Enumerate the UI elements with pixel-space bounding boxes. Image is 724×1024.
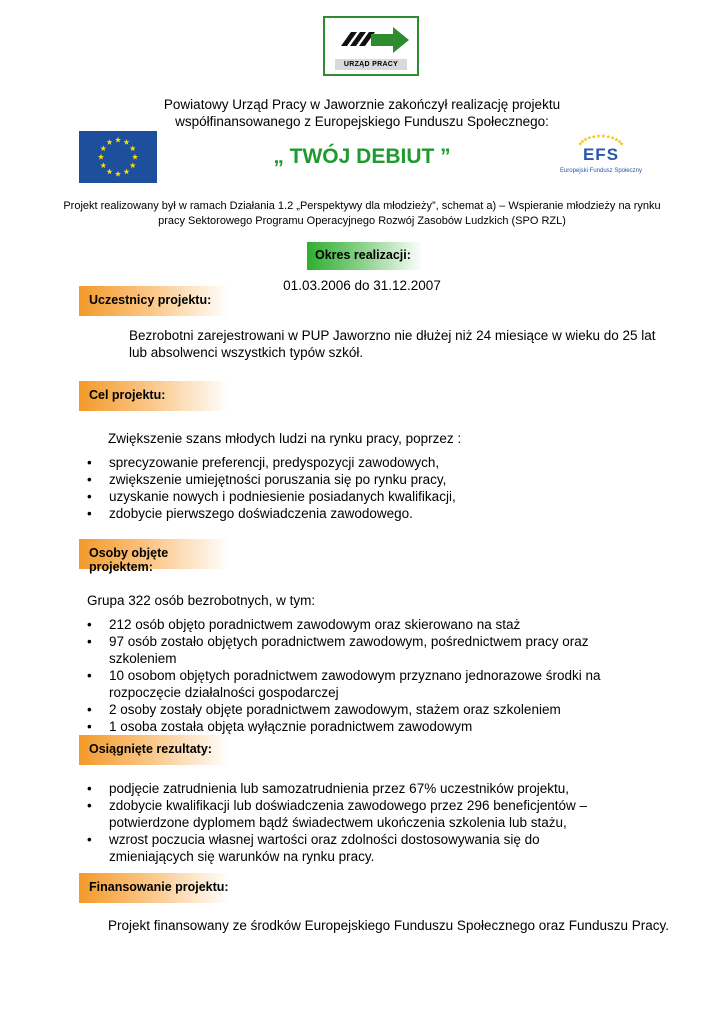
star-icon — [580, 139, 584, 143]
list-item: • 212 osób objęto poradnictwem zawodowym oraz skierowano na staż — [87, 616, 627, 633]
section-heading-label: Finansowanie projektu: — [89, 880, 229, 894]
star-icon — [115, 171, 121, 177]
star-icon — [592, 134, 596, 138]
efs-logo-caption: Europejski Fundusz Społeczny — [559, 168, 643, 174]
list-item: • zwiększenie umiejętności poruszania się po rynku pracy, — [87, 471, 647, 488]
section-heading-people — [79, 539, 229, 574]
people-list — [87, 616, 627, 735]
star-icon — [115, 137, 121, 143]
list-item: • zdobycie pierwszego doświadczenia zawodowego. — [87, 505, 647, 522]
funding-text: Projekt finansowany ze środków Europejskiego Funduszu Społecznego oraz Funduszu Pracy. — [108, 918, 670, 933]
section-heading-label: Osoby objęte projektem: — [89, 546, 169, 574]
star-icon — [123, 139, 129, 145]
star-icon — [583, 137, 587, 141]
star-icon — [614, 137, 618, 141]
subtitle-line-2: pracy Sektorowego Programu Operacyjnego Rozwój Zasobów Ludzkich (SPO RZL) — [158, 215, 566, 227]
list-item: • podjęcie zatrudnienia lub samozatrudnienia przez 67% uczestników projektu, — [87, 780, 627, 797]
results-list — [87, 780, 627, 865]
section-heading-goal — [79, 381, 229, 411]
arrow-logo-icon — [331, 24, 413, 58]
star-icon — [596, 134, 600, 138]
section-heading-label: Osiągnięte rezultaty: — [89, 742, 212, 756]
period-value: 01.03.2006 do 31.12.2007 — [283, 278, 441, 293]
list-item: • 10 osobom objętych poradnictwem zawodowym przyznano jednorazowe środki na rozpoczęcie działalności gospodarczej — [87, 667, 627, 701]
star-icon — [587, 136, 591, 140]
list-item: • zdobycie kwalifikacji lub doświadczenia zawodowego przez 296 beneficjentów – potwierdzone dyplomem bądź świadectwem ukończenia szkolenia lub stażu, — [87, 797, 627, 831]
star-icon — [106, 169, 112, 175]
section-heading-participants — [79, 286, 229, 316]
star-icon — [106, 139, 112, 145]
list-item: • 97 osób zostało objętych poradnictwem zawodowym, pośrednictwem pracy oraz szkoleniem — [87, 633, 627, 667]
participants-line-1: Bezrobotni zarejestrowani w PUP Jaworzno nie dłużej niż 24 miesiące w wieku do 25 lat — [129, 328, 656, 343]
list-item: • sprecyzowanie preferencji, predyspozycji zawodowych, — [87, 454, 647, 471]
efs-logo — [553, 130, 649, 182]
goal-intro: Zwiększenie szans młodych ludzi na rynku pracy, poprzez : — [108, 431, 462, 446]
section-heading-label: Uczestnicy projektu: — [89, 293, 212, 307]
logo-text: URZĄD PRACY — [335, 59, 407, 70]
period-label: Okres realizacji: — [315, 248, 411, 262]
participants-line-2: lub absolwenci wszystkich typów szkół. — [129, 345, 364, 360]
period-heading — [307, 242, 423, 270]
star-icon — [611, 136, 615, 140]
section-heading-results — [79, 735, 229, 765]
star-icon — [601, 134, 605, 138]
project-title: „ TWÓJ DEBIUT ” — [273, 145, 451, 168]
star-icon — [617, 139, 621, 143]
list-item: • 2 osoby zostały objęte poradnictwem zawodowym, stażem oraz szkoleniem — [87, 701, 627, 718]
intro-line-1: Powiatowy Urząd Pracy w Jaworznie zakończył realizację projektu — [163, 97, 561, 112]
goal-list — [87, 454, 647, 522]
intro-line-2: współfinansowanego z Europejskiego Funduszu Społecznego: — [175, 114, 549, 129]
star-icon — [123, 169, 129, 175]
star-icon — [606, 134, 610, 138]
list-item: • wzrost poczucia własnej wartości oraz zdolności dostosowywania się do zmieniających się warunków na rynku pracy. — [87, 831, 627, 865]
efs-logo-text: EFS — [582, 145, 620, 164]
people-intro: Grupa 322 osób bezrobotnych, w tym: — [87, 593, 316, 608]
subtitle-line-1: Projekt realizowany był w ramach Działania 1.2 „Perspektywy dla młodzieży”, schemat a) – Wspieranie młodzieży na rynku — [63, 200, 661, 212]
urzad-pracy-logo — [323, 16, 419, 76]
section-heading-funding — [79, 873, 229, 903]
list-item: • 1 osoba została objęta wyłącznie poradnictwem zawodowym — [87, 718, 627, 735]
section-heading-label: Cel projektu: — [89, 388, 166, 402]
list-item: • uzyskanie nowych i podniesienie posiadanych kwalifikacji, — [87, 488, 647, 505]
